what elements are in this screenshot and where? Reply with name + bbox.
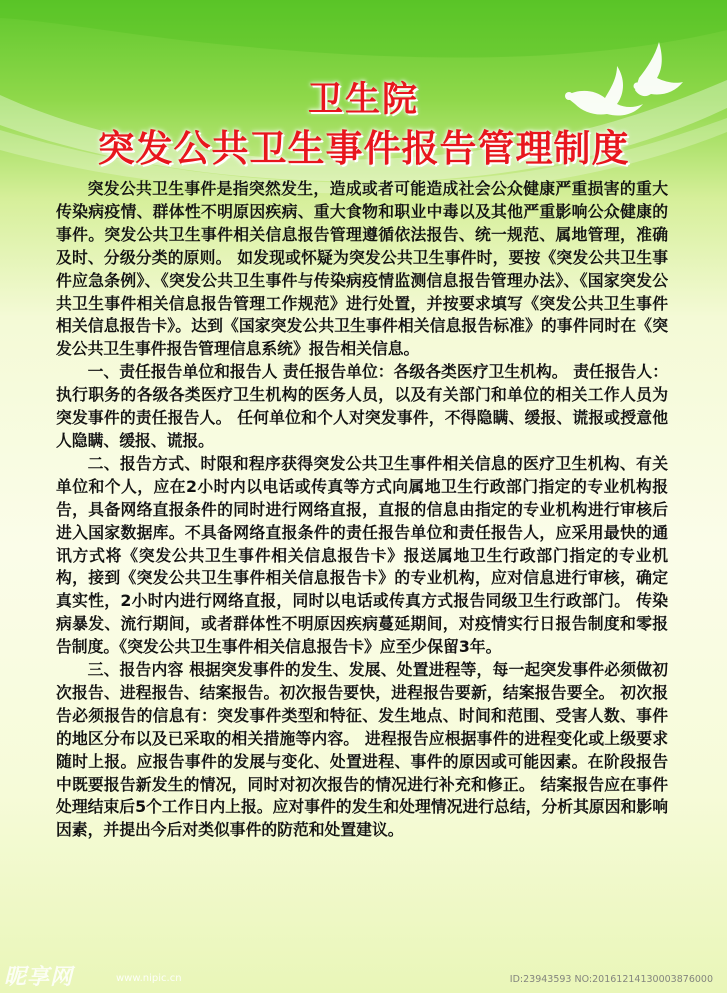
paragraph-intro: 突发公共卫生事件是指突然发生，造成或者可能造成社会公众健康严重损害的重大传染病疫情、群体性不明原因疾病、重大食物和职业中毒以及其他严重影响公众健康的事件。突发公共卫生事件相关信息报告管理遵循依法报告、统一规范、属地管理，准确及时、分级分类的原则。 如发现或怀疑为突发公共卫生事件时，要按《突发公共卫生事件应急条例》、《突发公共卫生事件与传染病疫情监测信息报告管理办法》、《国家突发公共卫生事件相关信息报告管理工作规范》进行处置，并按要求填写《突发公共卫生事件相关信息报告卡》。达到《国家突发公共卫生事件相关信息报告标准》的事件同时在《突发公共卫生事件报告管理信息系统》报告相关信息。 [56,179,668,359]
watermark-url: www.nipic.cn [116,973,182,984]
watermark-logo: 昵享网 [4,965,74,990]
regulation-body [56,178,668,842]
title-line-2: 突发公共卫生事件报告管理制度 [97,127,630,170]
watermark-id: ID:23943593 NO:20161214130003876000 [509,974,713,985]
title-line-1: 卫生院 [307,80,419,120]
paragraph-section-2: 二、报告方式、时限和程序获得突发公共卫生事件相关信息的医疗卫生机构、有关单位和个人，应在2小时内以电话或传真等方式向属地卫生行政部门指定的专业机构报告，具备网络直报条件的同时进行网络直报，直报的信息由指定的专业机构进行审核后进入国家数据库。不具备网络直报条件的责任报告单位和责任报告人，应采用最快的通讯方式将《突发公共卫生事件相关信息报告卡》报送属地卫生行政部门指定的专业机构，接到《突发公共卫生事件相关信息报告卡》的专业机构，应对信息进行审核，确定真实性，2小时内进行网络直报，同时以电话或传真方式报告同级卫生行政部门。 传染病暴发、流行期间，或者群体性不明原因疾病蔓延期间，对疫情实行日报告制度和零报告制度。《突发公共卫生事件相关信息报告卡》应至少保留3年。 [56,453,668,657]
paragraph-section-1: 一、责任报告单位和报告人 责任报告单位：各级各类医疗卫生机构。 责任报告人：执行职务的各级各类医疗卫生机构的医务人员，以及有关部门和单位的相关工作人员为突发事件的责任报告人。 任何单位和个人对突发事件，不得隐瞒、缓报、谎报或授意他人隐瞒、缓报、谎报。 [56,362,668,450]
paragraph-section-3: 三、报告内容 根据突发事件的发生、发展、处置进程等，每一起突发事件必须做初次报告、进程报告、结案报告。初次报告要快，进程报告要新，结案报告要全。 初次报告必须报告的信息有：突发事件类型和特征、发生地点、时间和范围、受害人数、事件的地区分布以及已采取的相关措施等内容。 进程报告应根据事件的进程变化或上级要求随时上报。应报告事件的发展与变化、处置进程、事件的原因或可能因素。在阶段报告中既要报告新发生的情况，同时对初次报告的情况进行补充和修正。 结案报告应在事件处理结束后5个工作日内上报。应对事件的发生和处理情况进行总结，分析其原因和影响因素，并提出今后对类似事件的防范和处置建议。 [56,660,668,840]
